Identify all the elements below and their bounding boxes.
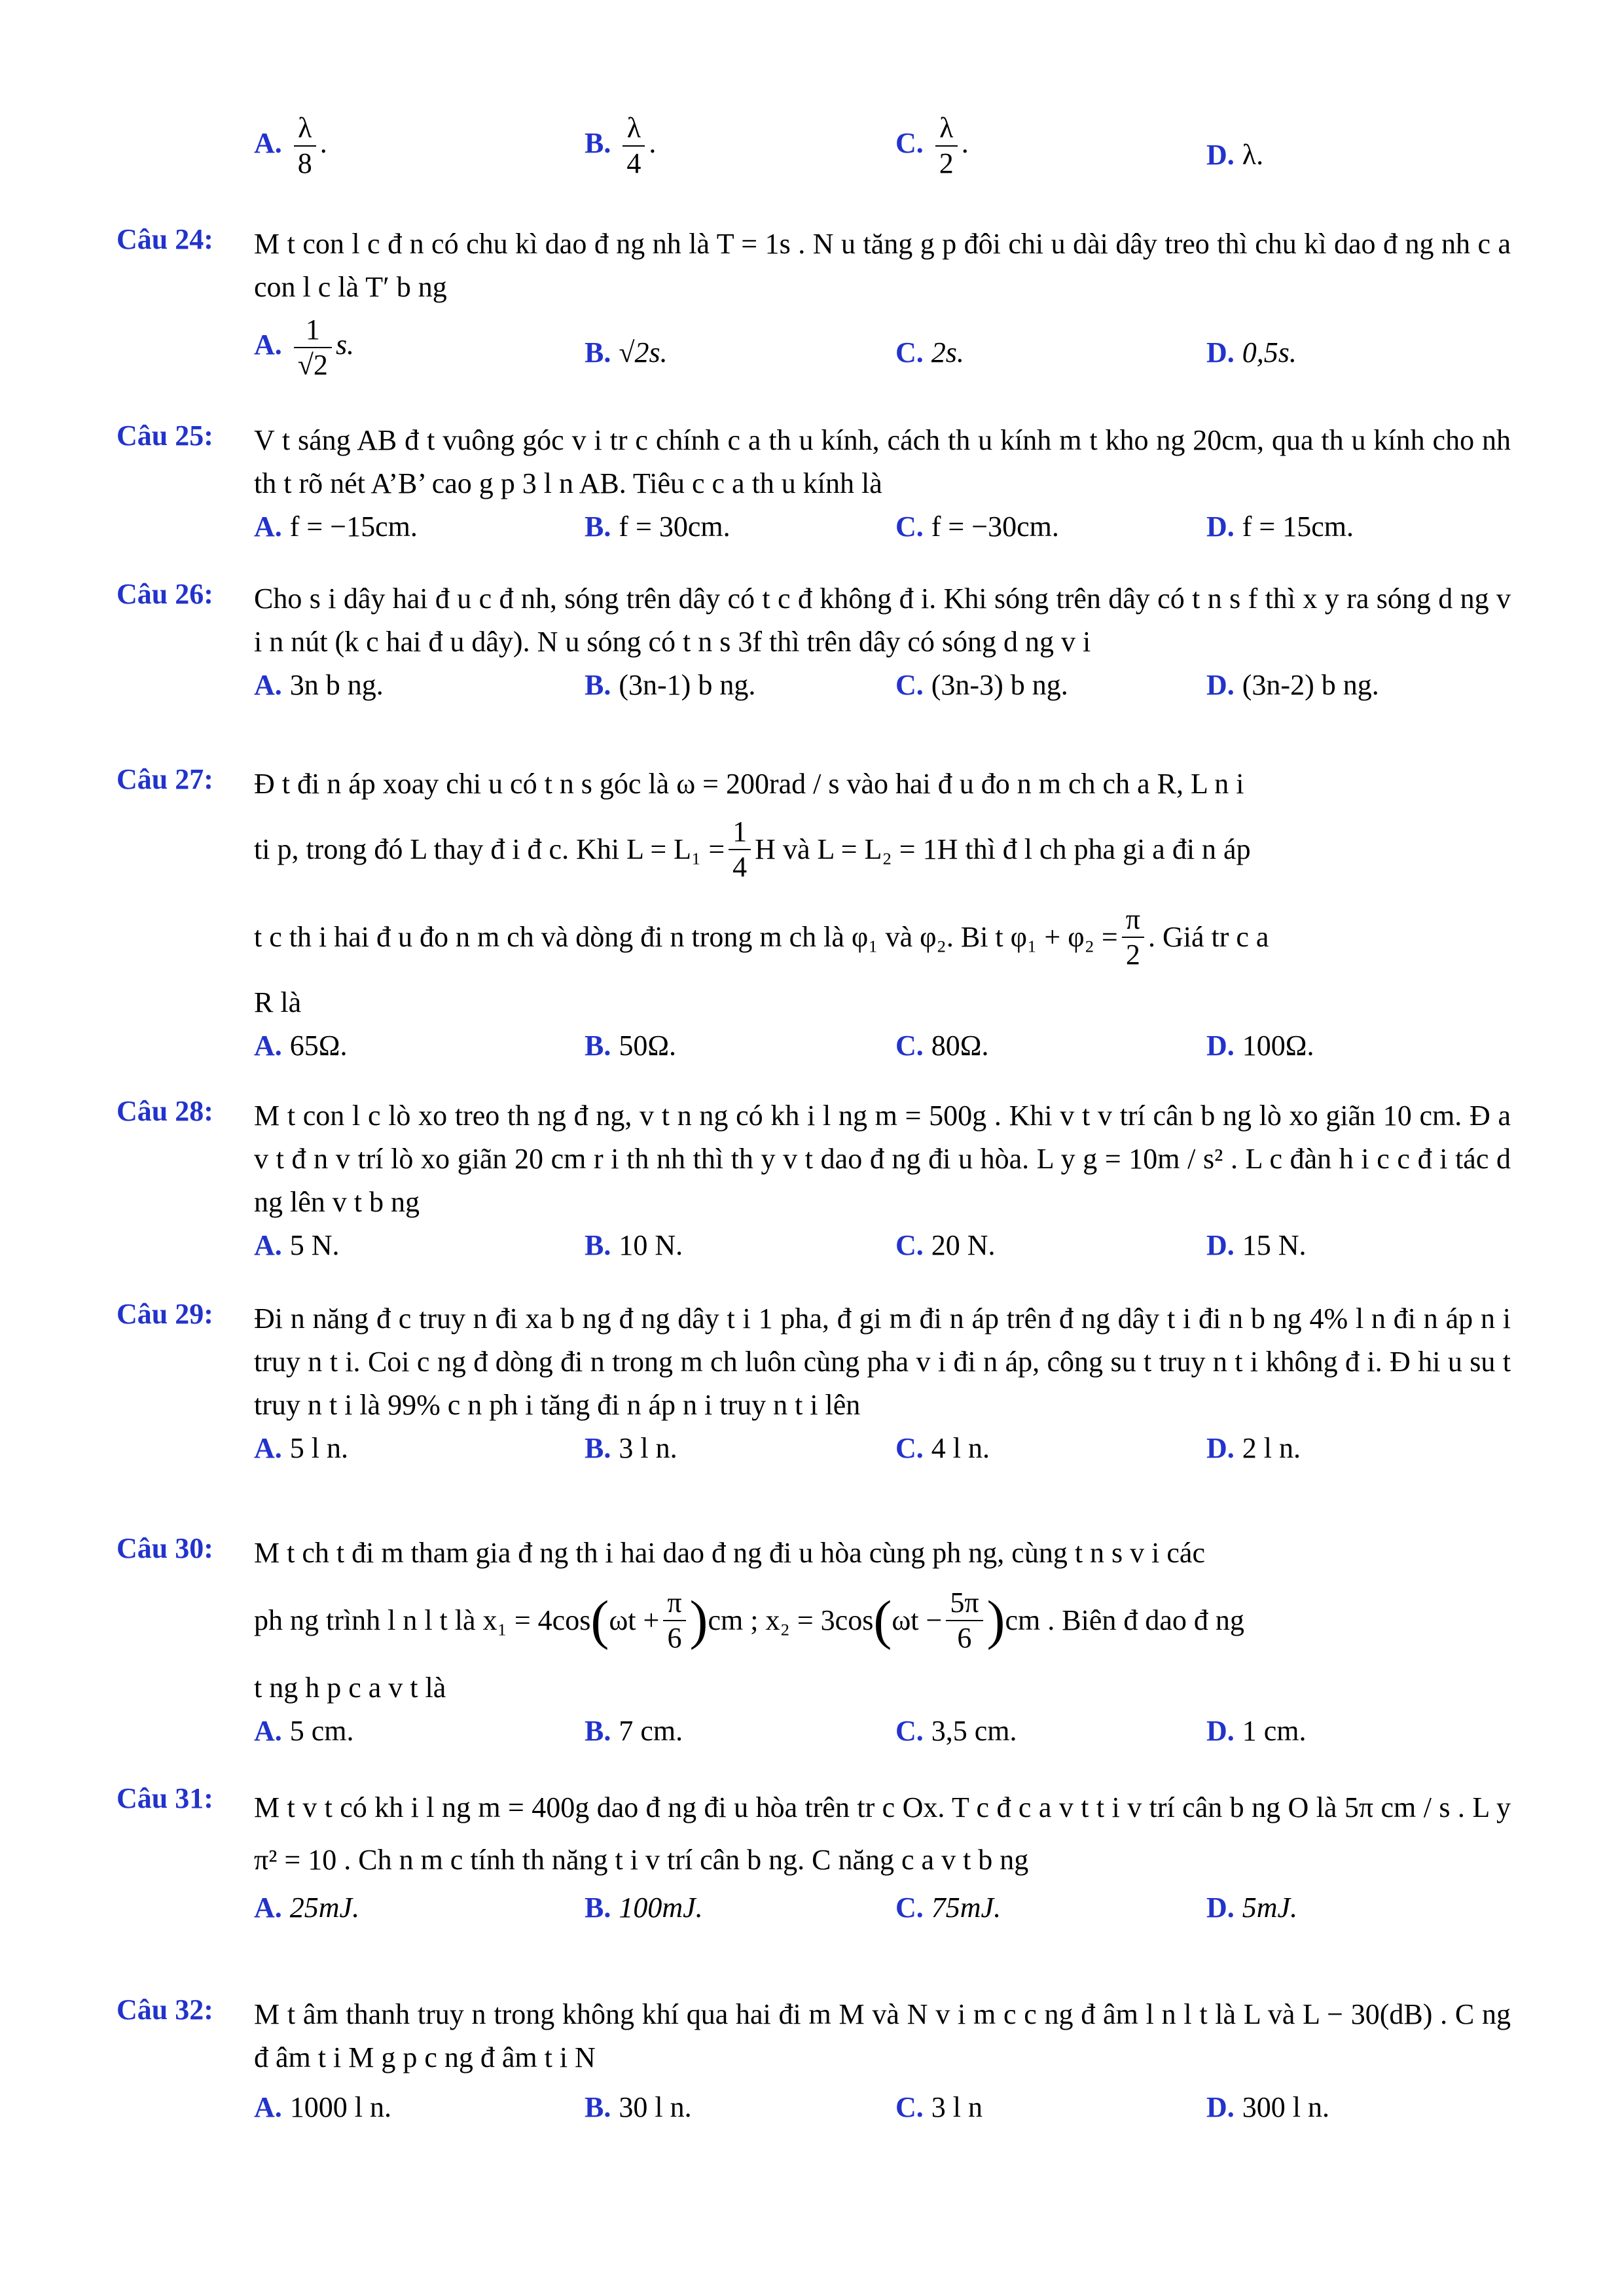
option-c[interactable]: C. 4 l n. [895,1432,990,1464]
question-label: Câu 31: [117,1782,213,1814]
option-a[interactable]: A. $\frac{\lambda}{8}$ . [254,112,327,179]
option-d[interactable]: D. f = 15cm. [1206,511,1354,543]
question-text: M t âm thanh truy n trong không khí qua hai đi m M và N v i m c c ng đ âm l n l t là L và L − 30(dB) . C ng đ âm t i M g p c ng đ âm t i N [254,1998,1511,2073]
option-b[interactable]: B. $\frac{\lambda}{4}$ . [585,112,657,179]
question-label: Câu 28: [117,1095,213,1127]
option-b[interactable]: B. f = 30cm. [585,511,731,543]
question-label: Câu 32: [117,1994,213,2026]
option-b[interactable]: B. 10 N. [585,1229,683,1261]
question-label: Câu 24: [117,223,213,255]
option-b[interactable]: B. 100mJ. [585,1892,703,1924]
option-c[interactable]: C. 80Ω. [895,1030,989,1062]
option-d[interactable]: D. 300 l n. [1206,2091,1330,2123]
option-c[interactable]: C. 3,5 cm. [895,1715,1017,1747]
option-d[interactable]: D. 5mJ. [1206,1892,1298,1924]
question-text: Đi n năng đ c truy n đi xa b ng đ ng dây t i 1 pha, đ gi m đi n áp trên đ ng dây t i đi n b ng 4% l n đi n áp n i truy n t i. Coi c ng đ dòng đi n trong m ch luôn cùng pha v i đi n áp, công su t truy n t i không đ i. Đ hi u su t truy n t i là 99% c n ph i tăng đi n áp n i truy n t i lên [254,1302,1511,1421]
option-c[interactable]: C. 75mJ. [895,1892,1001,1924]
option-d[interactable]: D. 100Ω. [1206,1030,1314,1062]
option-c[interactable]: C. f = −30cm. [895,511,1059,543]
question-25 [117,419,1511,552]
option-c[interactable]: C. 2s. [895,336,964,368]
question-23-options [117,111,1511,203]
question-text: M t ch t đi m tham gia đ ng th i hai dao đ ng đi u hòa cùng ph ng, cùng t n s v i các ph ng trình l n l t là x₁ = 4cos ( ωt + $\frac{\pi}{6}$ ) cm ; x₂ = 3cos ( ωt − $\frac{5\pi}{6}$ ) cm . Biên đ dao đ ng t ng h p c a v t là [254,1537,1244,1704]
option-a[interactable]: A. 5 cm. [254,1715,354,1747]
question-26 [117,577,1511,711]
option-d[interactable]: D. 2 l n. [1206,1432,1301,1464]
question-label: Câu 27: [117,763,213,795]
option-a[interactable]: A. $\frac{1}{√2}$ s. [254,314,355,381]
question-30 [117,1532,1511,1757]
option-a[interactable]: A. f = −15cm. [254,511,418,543]
option-b[interactable]: B. (3n-1) b ng. [585,669,756,701]
option-a[interactable]: A. 25mJ. [254,1892,360,1924]
option-d[interactable]: D. 15 N. [1206,1229,1307,1261]
question-31 [117,1782,1511,1933]
option-c[interactable]: C. (3n-3) b ng. [895,669,1068,701]
option-c[interactable]: C. 20 N. [895,1229,996,1261]
option-c[interactable]: C. 3 l n [895,2091,983,2123]
option-b[interactable]: B. 50Ω. [585,1030,677,1062]
option-d[interactable]: D. (3n-2) b ng. [1206,669,1379,701]
question-label: Câu 30: [117,1532,213,1564]
option-c[interactable]: C. $\frac{\lambda}{2}$ . [895,112,969,179]
question-text: M t con l c lò xo treo th ng đ ng, v t n ng có kh i l ng m = 500g . Khi v t v trí cân b ng lò xo giãn 10 cm. Đ a v t đ n v trí lò xo giãn 20 cm r i th nh thì th y v t dao đ ng đi u hòa. L y g = 10m / s² . L c đàn h i c c đ i tác d ng lên v t b ng [254,1100,1511,1218]
option-a[interactable]: A. 5 N. [254,1229,340,1261]
question-label: Câu 26: [117,578,213,610]
option-d[interactable]: D. 0,5s. [1206,336,1297,368]
option-b[interactable]: B. 3 l n. [585,1432,677,1464]
option-b[interactable]: B. 30 l n. [585,2091,692,2123]
option-a[interactable]: A. 3n b ng. [254,669,384,701]
question-32 [117,1993,1511,2133]
option-b[interactable]: B. √2s. [585,336,668,368]
question-label: Câu 25: [117,420,213,452]
question-29 [117,1297,1511,1474]
question-label: Câu 29: [117,1298,213,1330]
question-text: Cho s i dây hai đ u c đ nh, sóng trên dây có t c đ không đ i. Khi sóng trên dây có t n s f thì x y ra sóng d ng v i n nút (k c hai đ u dây). N u sóng có t n s 3f thì trên dây có sóng d ng v i [254,583,1511,658]
option-d[interactable]: D. λ. [1206,139,1264,171]
option-a[interactable]: A. 1000 l n. [254,2091,392,2123]
option-a[interactable]: A. 5 l n. [254,1432,349,1464]
question-24 [117,223,1511,398]
option-a[interactable]: A. 65Ω. [254,1030,348,1062]
option-b[interactable]: B. 7 cm. [585,1715,683,1747]
question-text: Đ t đi n áp xoay chi u có t n s góc là ω = 200rad / s vào hai đ u đo n m ch ch a R, L n i ti p, trong đó L thay đ i đ c. Khi L = L₁ = $\frac{1}{4}$ H và L = L₂ = 1H thì đ l ch pha gi a đi n áp t c th i hai đ u đo n m ch và dòng đi n trong m ch là φ₁ và φ₂. Bi t φ₁ + φ₂ = $\frac{\pi}{2}$ . Giá tr c a R là [254,768,1269,1018]
option-d[interactable]: D. 1 cm. [1206,1715,1307,1747]
question-text: V t sáng AB đ t vuông góc v i tr c chính c a th u kính, cách th u kính m t kho ng 20cm, qua th u kính cho nh th t rõ nét A’B’ cao g p 3 l n AB. Tiêu c c a th u kính là [254,424,1511,499]
question-27 [117,762,1511,1071]
question-text: M t con l c đ n có chu kì dao đ ng nh là T = 1s . N u tăng g p đôi chi u dài dây treo thì chu kì dao đ ng nh c a con l c là T′ b ng [254,228,1511,303]
question-text: M t v t có kh i l ng m = 400g dao đ ng đi u hòa trên tr c Ox. T c đ c a v t t i v trí cân b ng O là 5π cm / s . L y π² = 10 . Ch n m c tính th năng t i v trí cân b ng. C năng c a v t b ng [254,1791,1511,1876]
question-28 [117,1094,1511,1271]
